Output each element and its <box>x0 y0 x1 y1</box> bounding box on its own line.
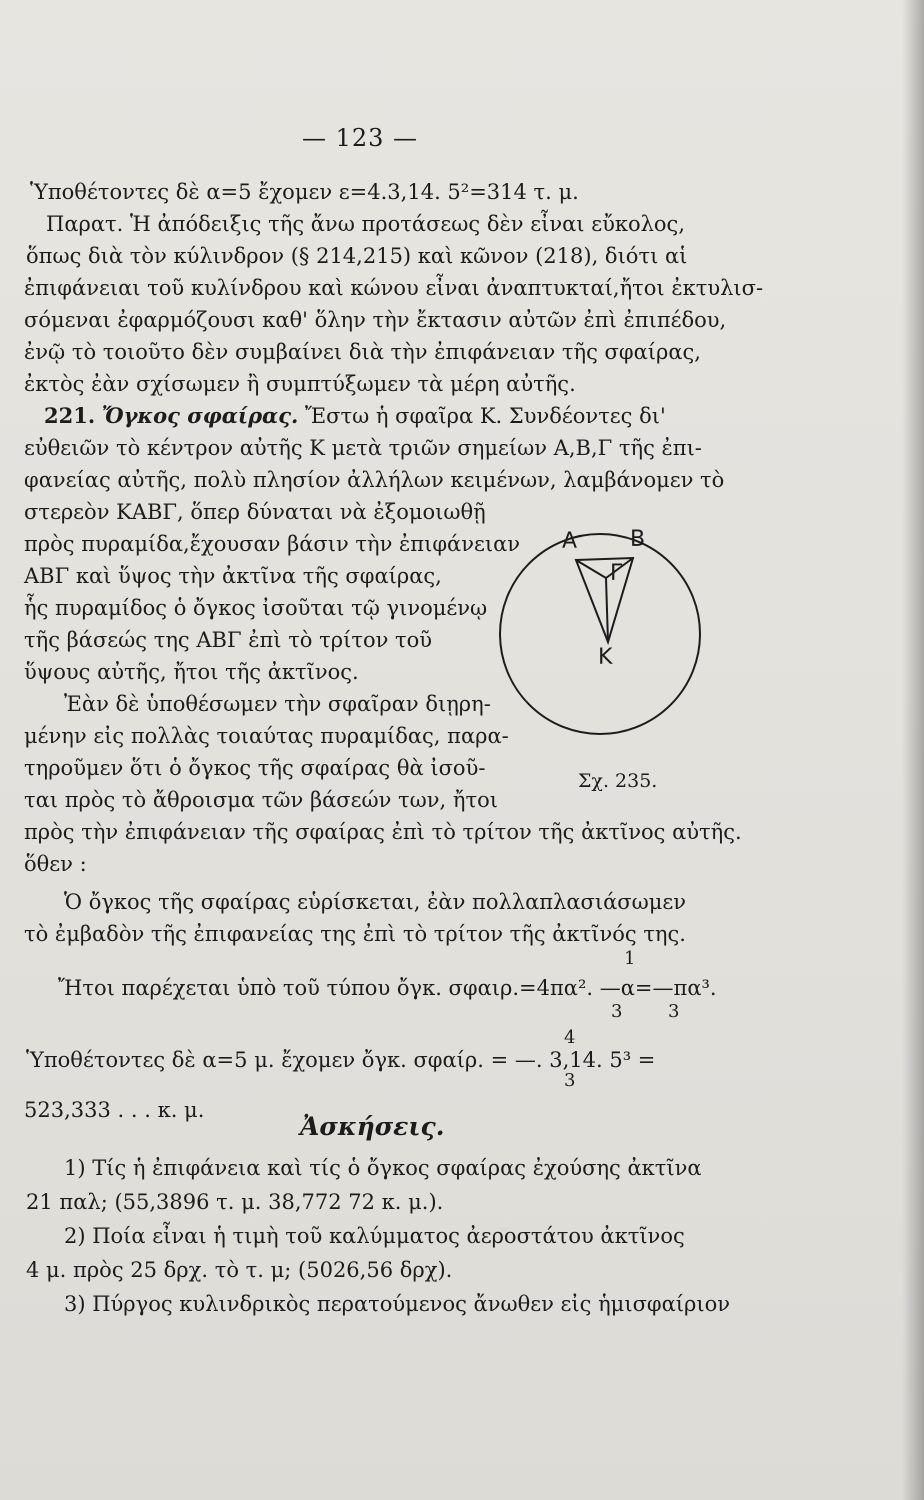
sphere-circle <box>500 534 700 734</box>
text-line: εὐθειῶν τὸ κέντρον αὐτῆς Κ μετὰ τριῶν σημείων Α,Β,Γ τῆς ἐπι- <box>24 436 702 460</box>
page-number: — 123 — <box>301 124 419 152</box>
figure-caption: Σχ. 235. <box>578 770 658 792</box>
fraction-numerator: 1 <box>624 948 636 969</box>
theorem-line: Ὁ ὄγκος τῆς σφαίρας εὑρίσκεται, ἐὰν πολλαπλασιάσωμεν <box>64 890 687 914</box>
text-line: ἧς πυραμίδος ὁ ὄγκος ἰσοῦται τῷ γινομένῳ <box>24 596 488 620</box>
text-line: πρὸς τὴν ἐπιφάνειαν τῆς σφαίρας ἐπὶ τὸ τρίτον τῆς ἀκτῖνος αὐτῆς. <box>24 820 742 844</box>
section-title: Ὄγκος σφαίρας. <box>101 403 299 428</box>
text-line: ΑΒΓ καὶ ὕψος τὴν ἀκτῖνα τῆς σφαίρας, <box>24 564 442 588</box>
exercises-heading: Ἀσκήσεις. <box>300 1112 445 1141</box>
text-line: ἐνῷ τὸ τοιοῦτο δὲν συμβαίνει διὰ τὴν ἐπιφάνειαν τῆς σφαίρας, <box>24 340 701 364</box>
text-line: ἐπιφάνειαι τοῦ κυλίνδρου καὶ κώνου εἶναι ἀναπτυκταί,ἤτοι ἐκτυλισ- <box>24 276 764 300</box>
section-number: 221. <box>44 403 96 428</box>
text-line: Ὑποθέτοντες δὲ α=5 ἔχομεν ε=4.3,14. 5²=314 τ. μ. <box>30 180 579 204</box>
text-line: στερεὸν ΚΑΒΓ, ὅπερ δύναται νὰ ἐξομοιωθῇ <box>24 500 486 524</box>
text-line: φανείας αὐτῆς, πολὺ πλησίον ἀλλήλων κειμένων, λαμβάνομεν τὸ <box>24 468 725 492</box>
pyramid-outline <box>576 558 633 642</box>
sphere-pyramid-figure <box>496 522 706 744</box>
exercise-line: 2) Ποία εἶναι ἡ τιμὴ τοῦ καλύμματος ἀεροστάτου ἀκτῖνος <box>64 1224 685 1248</box>
text-line: ὅθεν : <box>24 852 87 876</box>
text-line: ὕψους αὐτῆς, ἤτοι τῆς ἀκτῖνος. <box>24 660 359 684</box>
fraction-denominator: 3 <box>611 1001 623 1022</box>
exercise-line: 21 παλ; (55,3896 τ. μ. 38,772 72 κ. μ.). <box>26 1190 444 1214</box>
label-A: Α <box>562 529 578 554</box>
label-B: Β <box>630 527 646 552</box>
text-line: Παρατ. Ἡ ἀπόδειξις τῆς ἄνω προτάσεως δὲν εἶναι εὔκολος, <box>46 212 685 236</box>
exercise-line: 4 μ. πρὸς 25 δρχ. τὸ τ. μ; (5026,56 δρχ). <box>26 1258 453 1282</box>
text-line: 523,333 . . . κ. μ. <box>24 1098 205 1122</box>
formula-line: Ὑποθέτοντες δὲ α=5 μ. ἔχομεν ὄγκ. σφαίρ. = —. 3,14. 5³ = <box>26 1048 656 1072</box>
label-Gamma: Γ <box>610 561 623 586</box>
edge-line <box>606 578 608 642</box>
exercise-line: 3) Πύργος κυλινδρικὸς περατούμενος ἄνωθεν εἰς ἡμισφαίριον <box>64 1292 731 1316</box>
text-line: Ἐὰν δὲ ὑποθέσωμεν τὴν σφαῖραν διῃρη- <box>64 692 491 716</box>
text-line: τῆς βάσεώς της ΑΒΓ ἐπὶ τὸ τρίτον τοῦ <box>24 628 433 652</box>
text-line: ἐκτὸς ἐὰν σχίσωμεν ἢ συμπτύξωμεν τὰ μέρη αὐτῆς. <box>24 372 576 396</box>
text-line: ται πρὸς τὸ ἄθροισμα τῶν βάσεών των, ἤτοι <box>24 788 498 812</box>
exercise-line: 1) Τίς ἡ ἐπιφάνεια καὶ τίς ὁ ὄγκος σφαίρας ἐχούσης ἀκτῖνα <box>64 1156 702 1180</box>
text-line: σόμεναι ἐφαρμόζουσι καθ' ὅλην τὴν ἔκτασιν αὐτῶν ἐπὶ ἐπιπέδου, <box>24 308 727 332</box>
fraction-numerator: 4 <box>564 1027 576 1048</box>
section-heading-line <box>44 404 666 428</box>
fraction-denominator: 3 <box>668 1001 680 1022</box>
formula-line: Ἤτοι παρέχεται ὑπὸ τοῦ τύπου ὄγκ. σφαιρ.=4πα². —α=—πα³. <box>58 976 717 1000</box>
text-line: ὅπως διὰ τὸν κύλινδρον (§ 214,215) καὶ κῶνον (218), διότι αἱ <box>26 244 688 268</box>
theorem-line: τὸ ἐμβαδὸν τῆς ἐπιφανείας της ἐπὶ τὸ τρίτον τῆς ἀκτῖνός της. <box>24 922 686 946</box>
page-edge-shadow <box>902 0 924 1500</box>
text-line: Ἔστω ἡ σφαῖρα Κ. Συνδέοντες δι' <box>305 404 666 428</box>
text-line: πρὸς πυραμίδα,ἔχουσαν βάσιν τὴν ἐπιφάνειαν <box>24 532 521 556</box>
label-K: Κ <box>598 645 613 670</box>
fraction-denominator: 3 <box>564 1070 576 1091</box>
text-line: μένην εἰς πολλὰς τοιαύτας πυραμίδας, παρα- <box>24 724 509 748</box>
text-line: τηροῦμεν ὅτι ὁ ὄγκος τῆς σφαίρας θὰ ἰσοῦ- <box>24 756 486 780</box>
